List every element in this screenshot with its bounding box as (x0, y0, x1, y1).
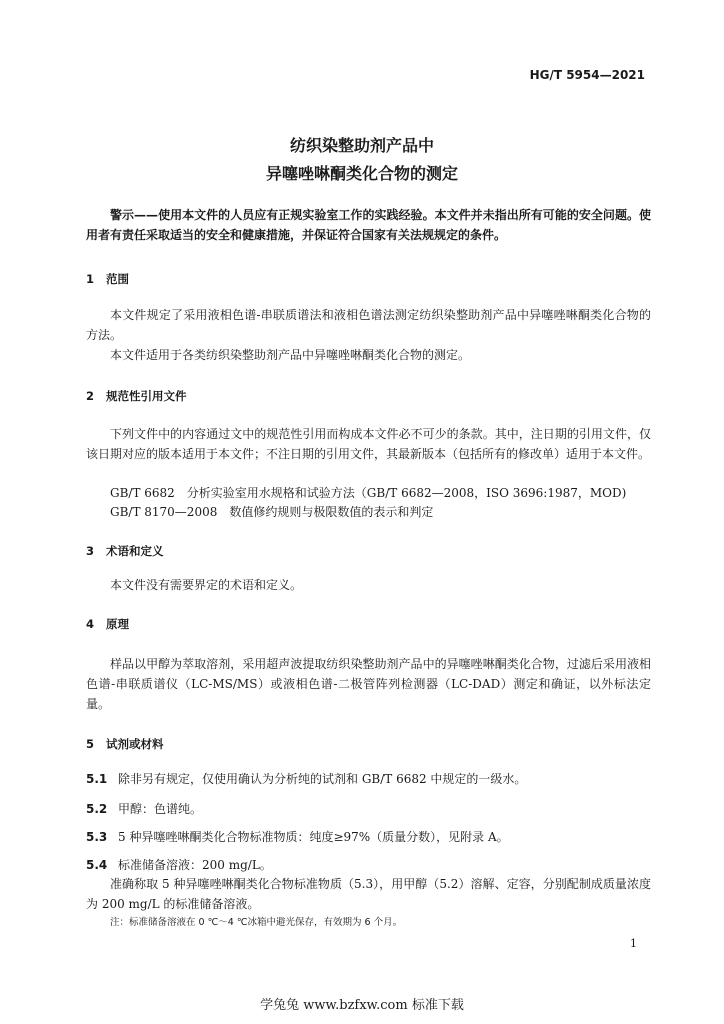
section-title: 术语和定义 (106, 544, 164, 558)
section-4-heading (86, 616, 129, 632)
safety-warning: 警示——使用本文件的人员应有正规实验室工作的实践经验。本文件并未指出所有可能的安全问题。使用者有责任采取适当的安全和健康措施，并保证符合国家有关法规规定的条件。 (86, 208, 651, 242)
title-line-2: 异噻唑啉酮类化合物的测定 (265, 164, 458, 183)
principle-paragraph: 样品以甲醇为萃取溶剂，采用超声波提取纺织染整助剂产品中的异噻唑啉酮类化合物，过滤后采用液相色谱-串联质谱仪（LC-MS/MS）或液相色谱-二极管阵列检测器（LC-DAD）测定和确证，以外标法定量。 (86, 657, 651, 711)
normative-refs-paragraph: 下列文件中的内容通过文中的规范性引用而构成本文件必不可少的条款。其中，注日期的引用文件，仅该日期对应的版本适用于本文件；不注日期的引用文件，其最新版本（包括所有的修改单）适用于本文件。 (86, 427, 651, 461)
clause-5-2 (86, 800, 202, 817)
section-2-heading (86, 388, 187, 404)
section-title: 规范性引用文件 (106, 389, 187, 403)
section-3-heading (86, 543, 164, 559)
standard-code: HG/T 5954—2021 (529, 68, 645, 82)
clause-text: 甲醇：色谱纯。 (118, 802, 203, 816)
terms-paragraph: 本文件没有需要界定的术语和定义。 (110, 578, 303, 592)
clause-number: 5.2 (86, 802, 108, 816)
section-number: 2 (86, 389, 95, 403)
page-number: 1 (630, 937, 637, 950)
clause-number: 5.4 (86, 858, 108, 872)
clause-5-1 (86, 770, 526, 787)
clause-5-4-paragraph: 准确称取 5 种异噻唑啉酮类化合物标准物质（5.3），用甲醇（5.2）溶解、定容，分别配制成质量浓度为 200 mg/L 的标准储备溶液。 (86, 877, 651, 911)
clause-text: 标准储备溶液：200 mg/L。 (118, 858, 272, 872)
scope-paragraph-2: 本文件适用于各类纺织染整助剂产品中异噻唑啉酮类化合物的测定。 (110, 348, 471, 362)
section-number: 3 (86, 544, 95, 558)
section-title: 原理 (106, 617, 129, 631)
section-number: 1 (86, 272, 95, 286)
clause-number: 5.3 (86, 830, 108, 844)
reference-gbt-8170: GB/T 8170—2008 数值修约规则与极限数值的表示和判定 (110, 505, 434, 519)
clause-text: 除非另有规定，仅使用确认为分析纯的试剂和 GB/T 6682 中规定的一级水。 (118, 772, 527, 786)
watermark-footer: 学兔兔 www.bzfxw.com 标准下载 (260, 998, 464, 1013)
section-title: 试剂或材料 (106, 737, 164, 751)
section-title: 范围 (106, 272, 129, 286)
section-1-heading (86, 271, 129, 287)
section-5-heading (86, 736, 164, 752)
storage-note: 注：标准储备溶液在 0 ℃～4 ℃冰箱中避光保存，有效期为 6 个月。 (110, 917, 403, 928)
reference-gbt-6682: GB/T 6682 分析实验室用水规格和试验方法（GB/T 6682—2008，ISO 3696:1987，MOD) (110, 486, 627, 500)
section-number: 4 (86, 617, 95, 631)
clause-text: 5 种异噻唑啉酮类化合物标准物质：纯度≥97%（质量分数），见附录 A。 (118, 830, 509, 844)
clause-number: 5.1 (86, 772, 108, 786)
title-line-1: 纺织染整助剂产品中 (289, 136, 434, 155)
section-number: 5 (86, 737, 95, 751)
clause-5-3 (86, 828, 509, 845)
clause-5-4 (86, 856, 272, 873)
scope-paragraph-1: 本文件规定了采用液相色谱-串联质谱法和液相色谱法测定纺织染整助剂产品中异噻唑啉酮类化合物的方法。 (86, 308, 651, 342)
